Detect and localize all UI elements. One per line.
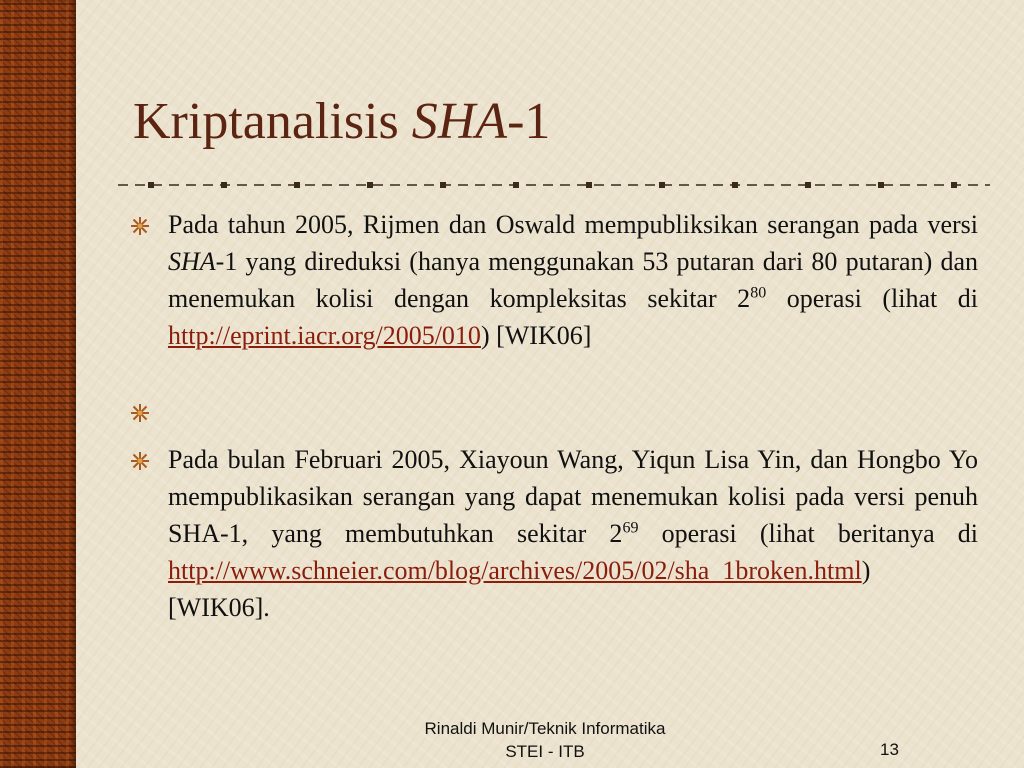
sparkle-bullet-icon [130, 216, 150, 236]
footer-author [390, 717, 700, 763]
divider-dot [367, 182, 373, 188]
title-divider [118, 178, 990, 192]
sparkle-bullet-icon [130, 451, 150, 471]
schneier-link[interactable]: http://www.schneier.com/blog/archives/2005/02/sha_1broken.html [168, 556, 862, 585]
divider-dot [878, 182, 884, 188]
bullet-text-3: Pada bulan Februari 2005, Xiayoun Wang, Yiqun Lisa Yin, dan Hongbo Yo mempublikasikan serangan yang dapat menemukan kolisi pada versi penuh SHA-1, yang membutuhkan sekitar $2^{69}$ operasi (lihat beritanya di http://www.schneier.com/blog/archives/2005/02/sha_1broken.html) [WIK06]. [168, 445, 978, 622]
decorative-wood-strip [0, 0, 76, 768]
divider-dot [513, 182, 519, 188]
divider-dot [732, 182, 738, 188]
page-number: 13 [880, 740, 899, 759]
slide-title: Kriptanalisis SHA-1 [133, 93, 551, 150]
divider-dot [440, 182, 446, 188]
divider-dot [586, 182, 592, 188]
footer-line-2: STEI - ITB [505, 742, 585, 761]
divider-dot [148, 182, 154, 188]
divider-dot [805, 182, 811, 188]
sparkle-bullet-icon [130, 403, 150, 423]
divider-dot [294, 182, 300, 188]
divider-dot [659, 182, 665, 188]
divider-dot [951, 182, 957, 188]
eprint-link[interactable]: http://eprint.iacr.org/2005/010 [168, 321, 481, 350]
footer-line-1: Rinaldi Munir/Teknik Informatika [424, 719, 666, 738]
bullet-text-1: Pada tahun 2005, Rijmen dan Oswald mempubliksikan serangan pada versi SHA-1 yang direduksi (hanya menggunakan 53 putaran dari 80 putaran) dan menemukan kolisi dengan kompleksitas sekitar $2^{80}$ operasi (lihat di http://eprint.iacr.org/2005/010) [WIK06] [168, 210, 978, 350]
divider-dot [221, 182, 227, 188]
